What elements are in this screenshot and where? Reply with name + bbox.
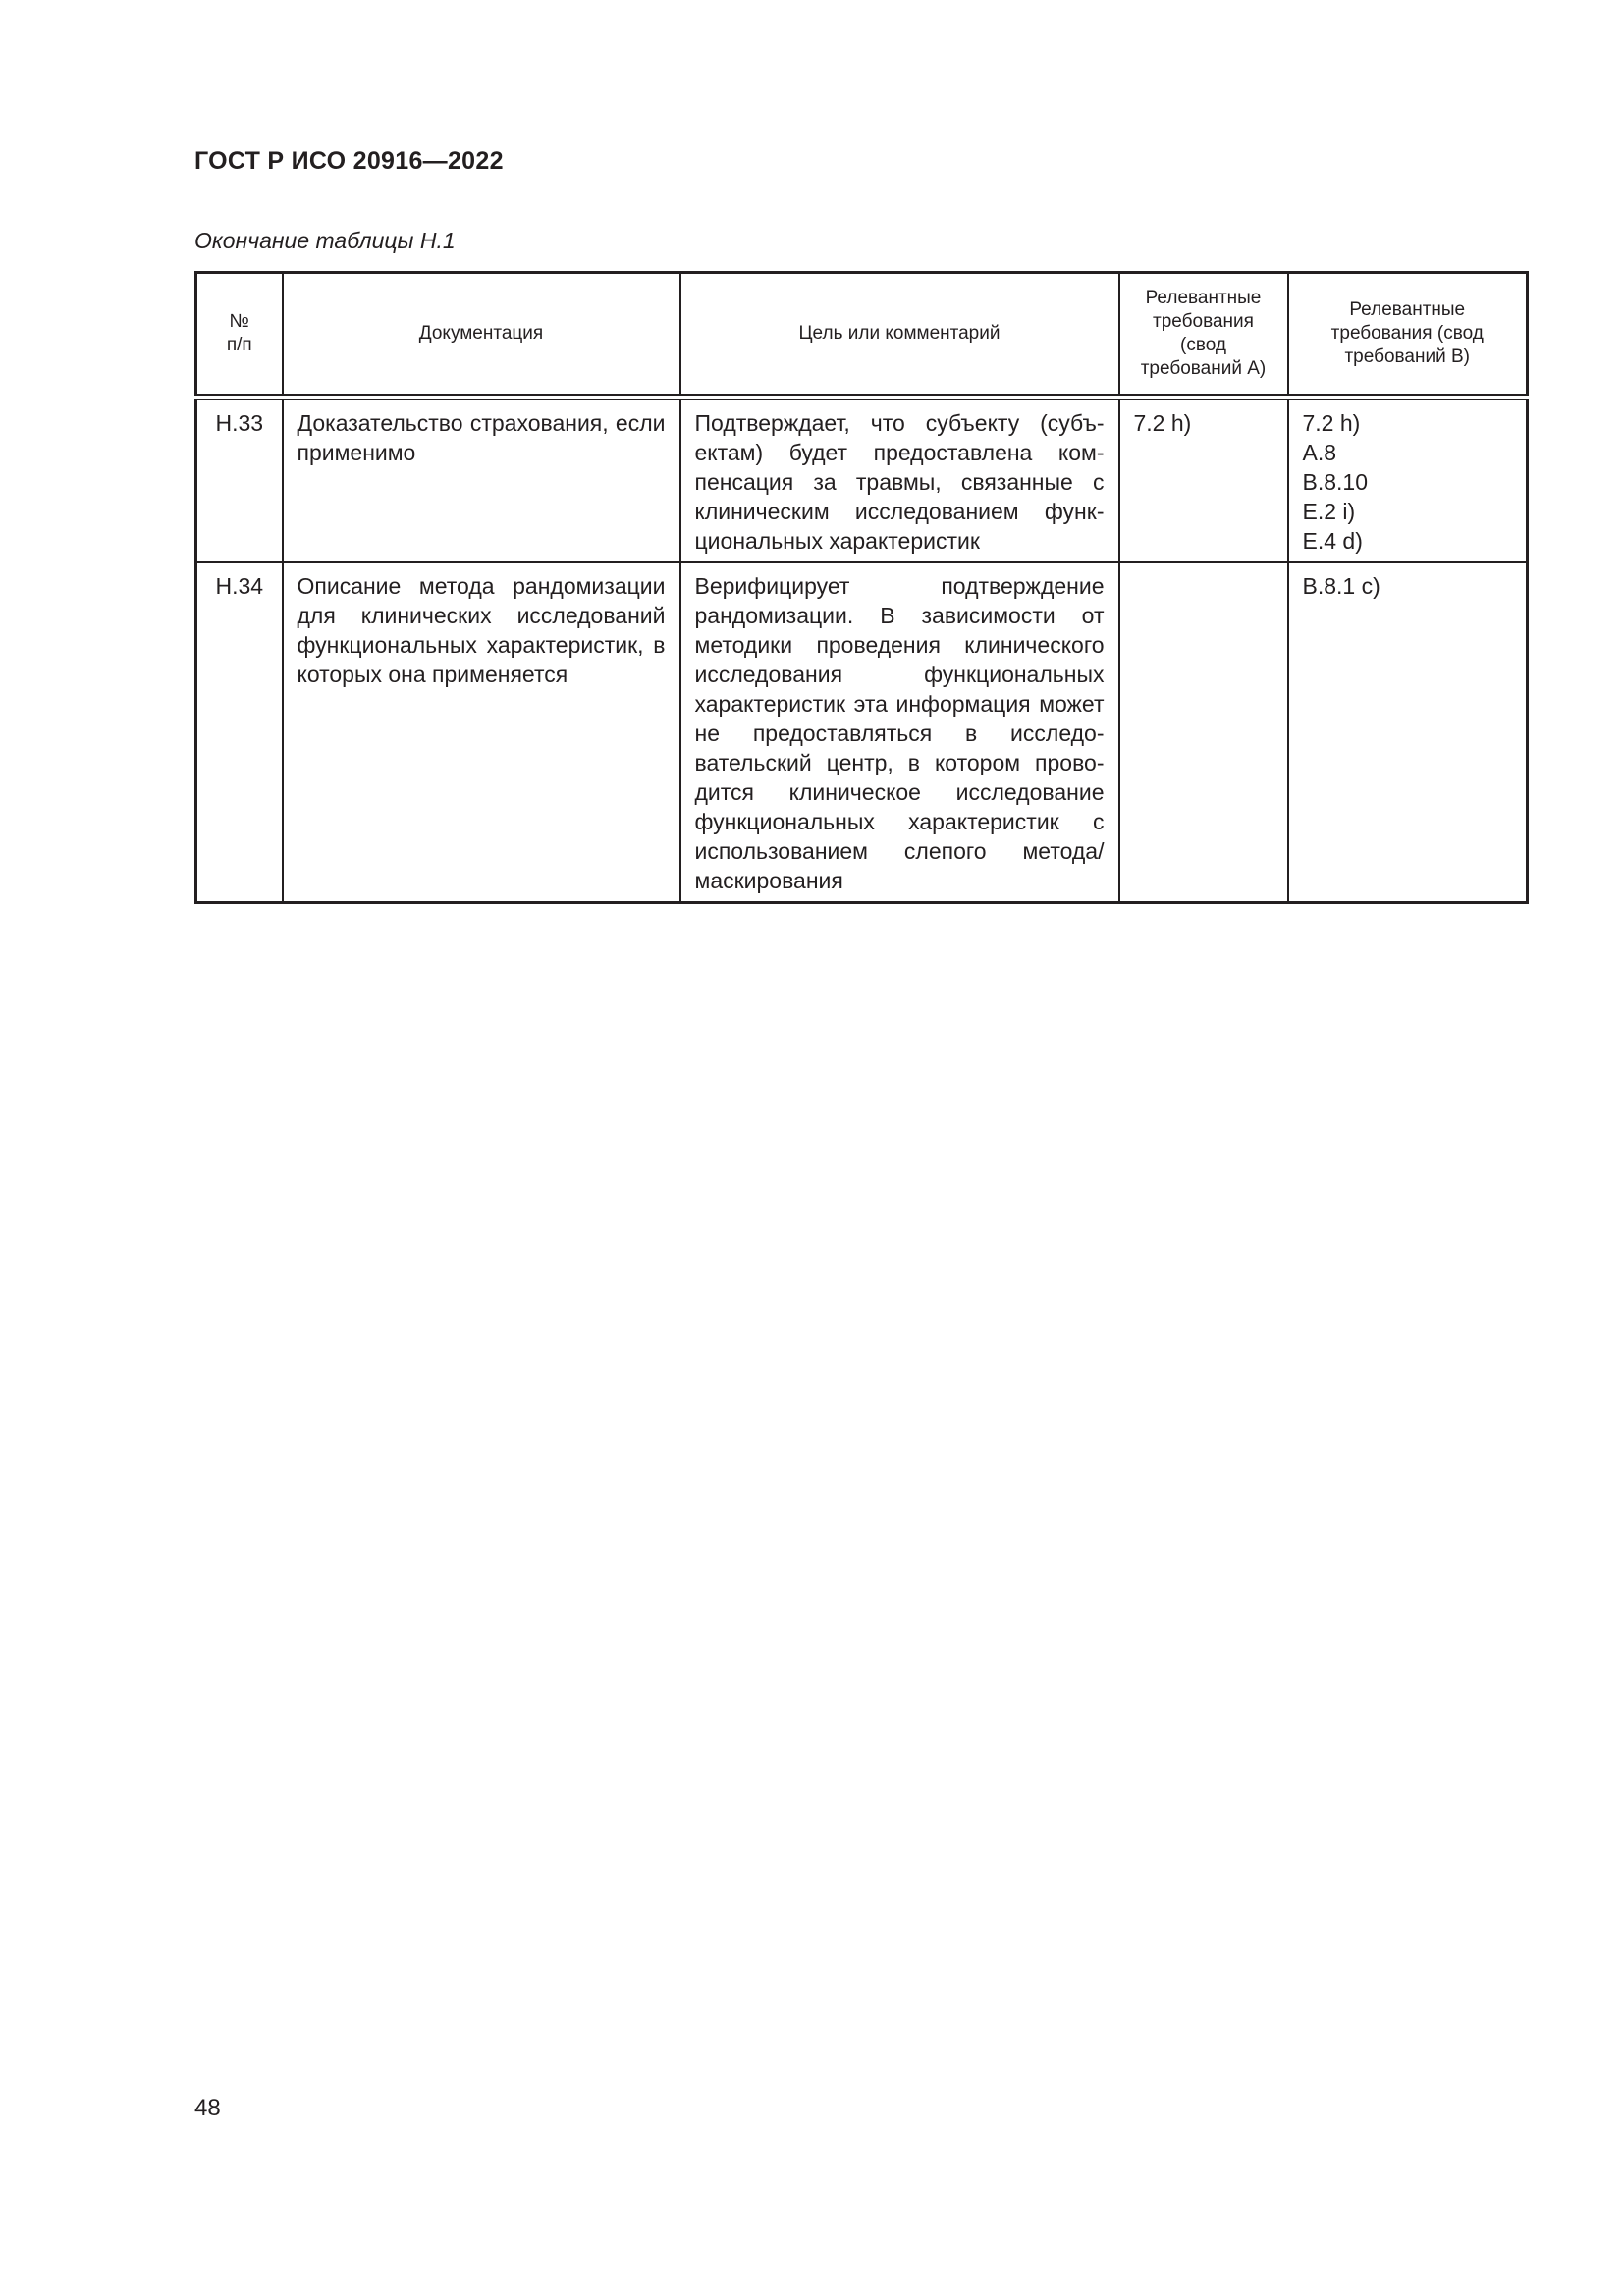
- requirement-ref: B.8.10: [1302, 469, 1368, 495]
- row-number-cell: Н.34: [196, 562, 283, 903]
- requirements-b-cell: [1288, 562, 1528, 903]
- column-header-requirements-a: Релевантные требования (свод требований А): [1119, 273, 1288, 398]
- table-row: [196, 562, 1528, 903]
- requirement-ref: E.4 d): [1302, 528, 1363, 554]
- documentation-cell: Описание метода рандомизации для клинических исследований функциональных характеристик, в которых она применяется: [283, 562, 680, 903]
- column-header-documentation: Документация: [283, 273, 680, 398]
- row-number-cell: Н.33: [196, 398, 283, 563]
- comment-cell: Подтверждает, что субъекту (субъектам) будет предоставлена компенсация за травмы, связанные с клиническим исследованием функциональных характеристик: [680, 398, 1119, 563]
- column-header-number: № п/п: [196, 273, 283, 398]
- page-number: 48: [194, 2095, 221, 2121]
- column-header-comment: Цель или комментарий: [680, 273, 1119, 398]
- table-header-row: [196, 273, 1528, 398]
- documentation-cell: Доказательство страхования, если применимо: [283, 398, 680, 563]
- requirements-a-cell: [1119, 562, 1288, 903]
- document-header: ГОСТ Р ИСО 20916—2022: [194, 147, 504, 175]
- comment-cell: Верифицирует подтверждение рандомизации. В зависимости от методики проведения клинического исследования функциональных характеристик эта информация может не предоставляться в исследовательский центр, в котором проводится клиническое исследование функциональных характеристик с использованием слепого метода/ маскирования: [680, 562, 1119, 903]
- table-caption: Окончание таблицы Н.1: [194, 228, 456, 253]
- requirement-ref: B.8.1 c): [1302, 573, 1380, 599]
- column-header-requirements-b: Релевантные требования (свод требований В): [1288, 273, 1528, 398]
- documentation-table: [194, 271, 1529, 904]
- requirement-ref: 7.2 h): [1302, 410, 1361, 436]
- requirement-ref: A.8: [1302, 440, 1337, 465]
- requirements-b-cell: [1288, 398, 1528, 563]
- requirements-a-cell: 7.2 h): [1119, 398, 1288, 563]
- table-row: [196, 398, 1528, 563]
- requirement-ref: E.2 i): [1302, 499, 1356, 524]
